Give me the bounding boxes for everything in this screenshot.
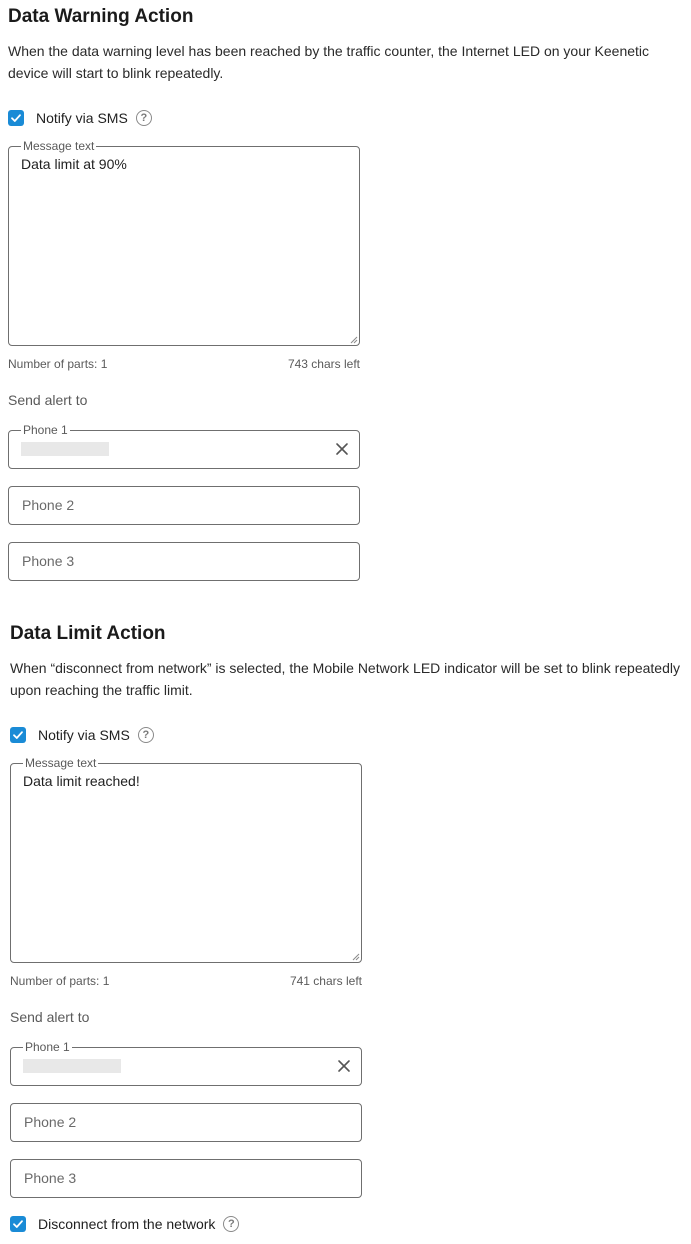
section-description: When “disconnect from network” is selected, the Mobile Network LED indicator will be set to blink repeatedly upon reaching the traffic limit. [10, 660, 680, 698]
section-description: When the data warning level has been reached by the traffic counter, the Internet LED on your Keenetic device will start to blink repeatedly. [8, 43, 650, 81]
phone-1-value-masked [23, 1059, 121, 1073]
close-icon[interactable] [337, 1059, 351, 1073]
disconnect-checkbox[interactable] [10, 1216, 26, 1232]
close-icon[interactable] [335, 442, 349, 456]
send-alert-label: Send alert to [8, 392, 88, 408]
notify-sms-label: Notify via SMS [36, 110, 128, 126]
help-icon[interactable]: ? [138, 727, 154, 743]
message-legend: Message text [25, 756, 97, 770]
section-title: Data Limit Action [10, 623, 166, 644]
help-icon[interactable]: ? [223, 1216, 239, 1232]
phone-2-placeholder: Phone 2 [22, 497, 75, 513]
disconnect-row [10, 1215, 239, 1233]
message-value: Data limit at 90% [21, 156, 127, 172]
phone-1-legend: Phone 1 [23, 423, 68, 437]
check-icon [12, 1218, 24, 1230]
phone-1-value-masked [21, 442, 109, 456]
notify-sms-label: Notify via SMS [38, 727, 130, 743]
phone-2-placeholder: Phone 2 [24, 1114, 77, 1130]
notify-sms-checkbox[interactable] [10, 727, 26, 743]
phone-1-legend: Phone 1 [25, 1040, 70, 1054]
parts-count: Number of parts: 1 [8, 357, 108, 371]
section-title: Data Warning Action [8, 6, 194, 27]
chars-left: 743 chars left [287, 357, 360, 371]
resize-grip-icon[interactable] [352, 953, 360, 961]
phone-2-field[interactable] [10, 1103, 362, 1142]
phone-3-placeholder: Phone 3 [22, 553, 75, 569]
phone-2-field[interactable] [8, 486, 360, 525]
message-textarea[interactable] [8, 139, 360, 346]
phone-3-field[interactable] [8, 542, 360, 581]
check-icon [12, 729, 24, 741]
help-icon[interactable]: ? [136, 110, 152, 126]
chars-left: 741 chars left [289, 974, 362, 988]
phone-3-placeholder: Phone 3 [24, 1170, 77, 1186]
phone-1-field[interactable] [8, 423, 360, 469]
message-textarea[interactable] [10, 756, 362, 963]
resize-grip-icon[interactable] [350, 336, 358, 344]
phone-1-field[interactable] [10, 1040, 362, 1086]
notify-sms-checkbox[interactable] [8, 110, 24, 126]
disconnect-label: Disconnect from the network [38, 1216, 216, 1232]
check-icon [10, 112, 22, 124]
send-alert-label: Send alert to [10, 1009, 90, 1025]
message-value: Data limit reached! [23, 773, 140, 789]
message-legend: Message text [23, 139, 95, 153]
parts-count: Number of parts: 1 [10, 974, 110, 988]
notify-sms-row [10, 726, 154, 744]
notify-sms-row [8, 109, 152, 127]
phone-3-field[interactable] [10, 1159, 362, 1198]
